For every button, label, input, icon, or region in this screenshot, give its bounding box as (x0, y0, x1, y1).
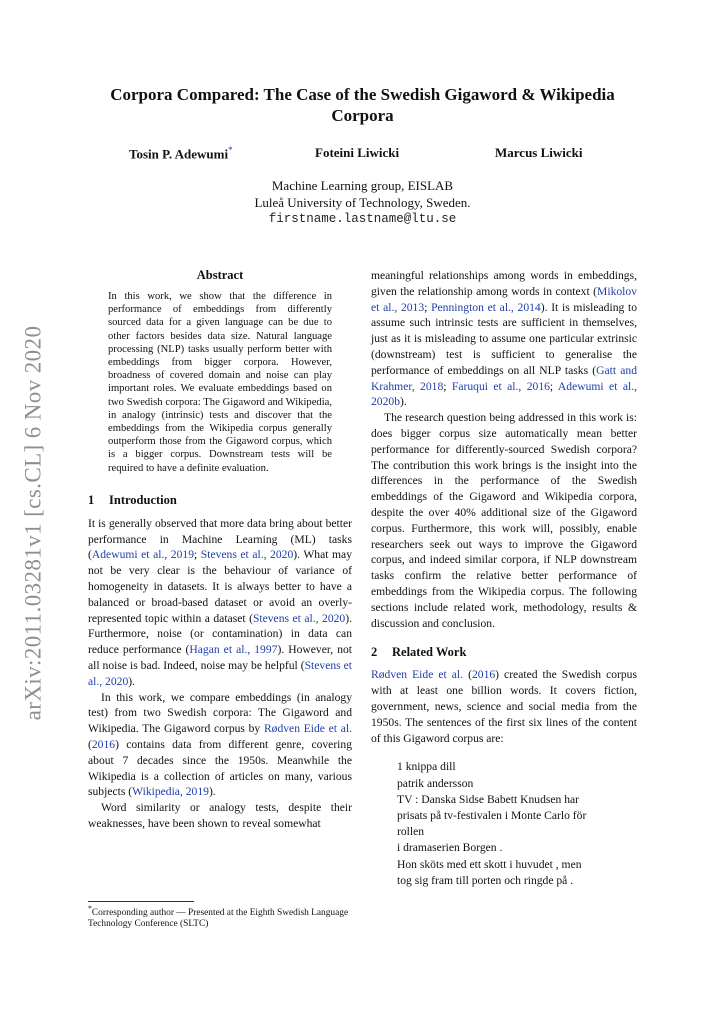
citation-link[interactable]: Stevens et al., 2020 (200, 548, 294, 562)
arxiv-stamp (14, 318, 52, 728)
left-column (88, 268, 352, 832)
footnote (88, 903, 356, 930)
related-work-heading (371, 645, 637, 660)
corpus-sample-line: TV : Danska Sidse Babett Knudsen har (397, 792, 580, 806)
corpus-sample-line: Hon sköts med ett skott i huvudet , men (397, 857, 582, 871)
citation-link[interactable]: Wikipedia, 2019 (132, 785, 209, 799)
citation-link[interactable]: Faruqui et al., 2016 (451, 379, 550, 393)
corpus-sample-line: i dramaserien Borgen . (397, 841, 503, 855)
author-2 (315, 145, 399, 161)
section-number: 1 (88, 492, 95, 507)
text-run: ). Furthermore, noise (or contamination) in data can reduce performance ( (88, 611, 352, 657)
text-run: ; (549, 379, 558, 393)
author-3 (495, 145, 583, 161)
introduction-paragraph-5: The research question being addressed in this work is: does bigger corpus size automatically mean better performance for differently-sourced Swedish corpora? The contribution this work brings is the insight into the differences in the performance of the Swedish embeddings of the Gigaword and Wikipedia corpora, despite the over 40% additional size of the Gigaword corpus. Furthermore, this work will, possibly, enable researchers seek out ways to improve the Gigaword corpus, and indeed similar corpora, if NLP downstream tasks confirm the relative better performance of embeddings from the Wikipedia corpus. The following sections include related work, methodology, results & discussion and conclusion. (371, 411, 637, 630)
author-name: Foteini Liwicki (315, 145, 400, 160)
citation-link[interactable]: Hagan et al., 1997 (189, 643, 278, 657)
paper-title: Corpora Compared: The Case of the Swedish Gigaword & Wikipedia Corpora (110, 85, 615, 125)
section-number: 2 (371, 645, 378, 660)
author-name: Tosin P. Adewumi (129, 146, 229, 162)
introduction-paragraph-2 (88, 690, 352, 801)
citation-link[interactable]: Pennington et al., 2014 (431, 300, 541, 314)
text-run: ( (88, 738, 92, 751)
section-title: Introduction (109, 492, 177, 507)
citation-link[interactable]: Adewumi et al., 2020b (371, 379, 638, 409)
citation-link[interactable]: Rødven Eide et al. (263, 722, 352, 736)
arxiv-identifier: arXiv:2011.03281v1 [cs.CL] 6 Nov 2020 (20, 325, 45, 721)
footnote-mark: * (88, 904, 92, 913)
affiliation-university: Luleå University of Technology, Sweden. (254, 194, 471, 210)
text-run: ). (399, 395, 407, 409)
introduction-paragraph-1 (88, 516, 352, 690)
affiliation-email: firstname.lastname@ltu.se (268, 212, 457, 226)
citation-link[interactable]: Stevens et al., 2020 (252, 611, 346, 625)
author-1 (129, 145, 233, 162)
citation-link[interactable]: Adewumi et al., 2019 (91, 548, 194, 562)
citation-link[interactable]: Mikolov et al., 2013 (371, 284, 637, 314)
author-footnote-mark[interactable]: * (228, 145, 233, 155)
text-run: In this work, we compare embeddings (in analogy test) from two Swedish corpora: The Gigaword and Wikipedia. The Gigaword corpus by (88, 690, 352, 736)
corpus-sample-line: 1 knippa dill (397, 760, 456, 774)
affiliation-group: Machine Learning group, EISLAB (271, 178, 454, 193)
related-work-paragraph-1 (371, 667, 637, 746)
introduction-paragraph-4 (371, 268, 637, 410)
corpus-sample-line: rollen (397, 825, 425, 839)
text-run: meaningful relationships among words in embeddings, given the relationship among words in context ( (371, 269, 637, 298)
corpus-sample-line: tog sig fram till porten och ringde på . (397, 873, 574, 887)
author-name: Marcus Liwicki (495, 145, 583, 160)
text-run: ). However, not all noise is bad. Indeed, noise may be helpful ( (88, 643, 353, 673)
footnote-divider (88, 901, 194, 902)
text-run: ). (128, 674, 136, 688)
right-column (371, 268, 637, 889)
footnote-text: Corresponding author — Presented at the Eighth Swedish Language Technology Conference (SLTC) (88, 908, 349, 930)
citation-link[interactable]: Gatt and Krahmer, 2018 (371, 363, 637, 393)
abstract-heading: Abstract (196, 268, 244, 282)
text-run: ; (194, 548, 201, 562)
text-run: ) contains data from different genre, covering about 7 decades since the 1950s. Meanwhile the Wikipedia is a collection of articles on many, various subjects ( (88, 738, 352, 799)
citation-link[interactable]: 2016 (471, 668, 496, 682)
text-run: ). (208, 785, 216, 799)
text-run: ; (443, 379, 452, 393)
text-run: ) created the Swedish corpus with at least one billion words. It covers fiction, government, news, science and social media from the 1950s. The sentences of the first six lines of the content of this Gigaword corpus are: (371, 668, 637, 745)
citation-link[interactable]: Stevens et al., 2020 (88, 659, 352, 688)
text-run: It is generally observed that more data bring about better performance in Machine Learning (ML) tasks ( (88, 516, 352, 562)
citation-link[interactable]: Rødven Eide et al. (371, 668, 464, 682)
corpus-sample-block (397, 759, 637, 889)
text-run: ). What may not be very clear is the behaviour of variance of homogeneity in datasets. It is always better to have a balanced or broad-based dataset or avoid an overly-represented topic within a dataset ( (88, 548, 352, 625)
text-run: ). It is misleading to assume such intrinsic tests are sufficient in themselves, just as it is misleading to assume one particular extrinsic (downstream) test is sufficient to generalise the performance of embeddings on all NLP tasks ( (371, 300, 638, 377)
text-run: ; (424, 300, 432, 314)
citation-link[interactable]: 2016 (91, 738, 116, 751)
section-title: Related Work (392, 645, 467, 660)
introduction-paragraph-3: Word similarity or analogy tests, despite their weaknesses, have been shown to reveal somewhat (88, 801, 352, 830)
affiliation-block (92, 178, 633, 228)
corpus-sample-line: patrik andersson (397, 776, 474, 790)
text-run: ( (463, 668, 472, 682)
introduction-heading (88, 493, 352, 508)
corpus-sample-line: prisats på tv-festivalen i Monte Carlo för (397, 808, 587, 822)
abstract-body: In this work, we show that the difference in performance of embeddings from differently sourced data for a given language can be due to other factors besides data size. Natural language processing (NLP) tasks usually perform better with embeddings from bigger corpora. However, broadness of covered domain and noise can play important roles. We evaluate embeddings based on two Swedish corpora: The Gigaword and Wikipedia, in analogy (intrinsic) tests and discover that the embeddings from the Wikipedia corpus generally outperform those from the Gigaword corpus, which is a bigger corpus. Downstream tests will be required to have a definite evaluation. (108, 291, 332, 474)
